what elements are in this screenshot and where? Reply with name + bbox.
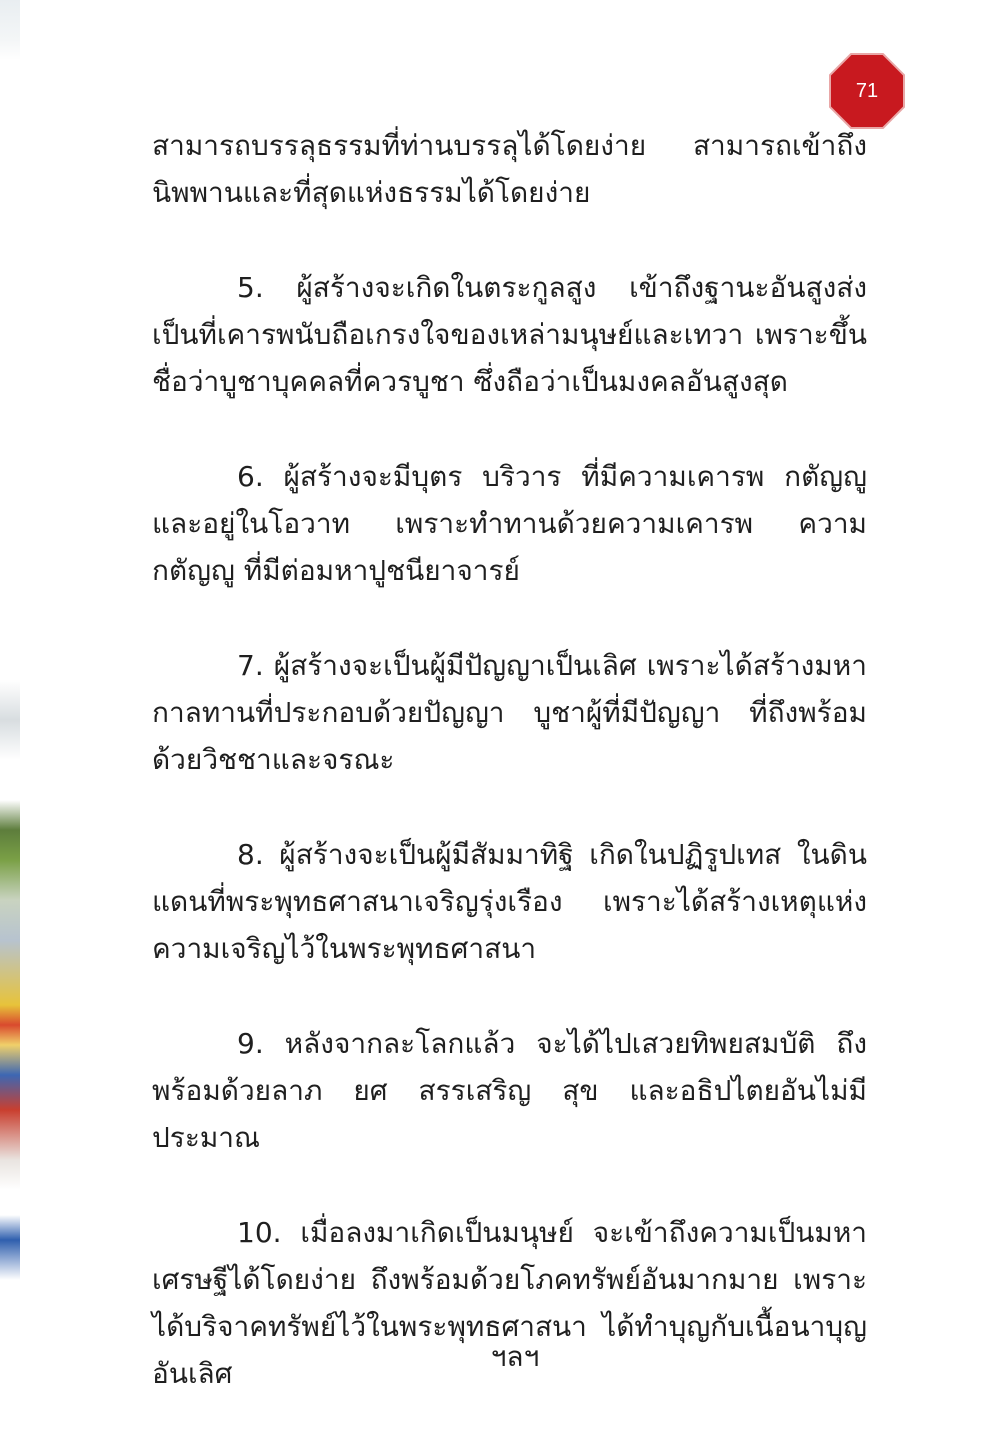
paragraph-item-9: 9. หลังจากละโลกแล้ว จะได้ไปเสวยทิพยสมบัติ ถึงพร้อมด้วยลาภ ยศ สรรเสริญ สุข และอธิปไตยอันไม่มีประมาณ <box>152 1027 867 1154</box>
paragraph-item-5: 5. ผู้สร้างจะเกิดในตระกูลสูง เข้าถึงฐานะอันสูงส่ง เป็นที่เคารพนับถือเกรงใจของเหล่ามนุษย์และเทวา เพราะขึ้นชื่อว่าบูชาบุคคลที่ควรบูชา ซึ่งถือว่าเป็นมงคลอันสูงสุด <box>152 271 867 398</box>
page-number: 71 <box>855 79 879 102</box>
page-number-badge <box>829 53 905 129</box>
paragraph-continuation: สามารถบรรลุธรรมที่ท่านบรรลุได้โดยง่าย สามารถเข้าถึงนิพพานและที่สุดแห่งธรรมได้โดยง่าย <box>152 129 867 209</box>
page-body <box>152 122 867 1445</box>
paragraph-item-6: 6. ผู้สร้างจะมีบุตร บริวาร ที่มีความเคารพ กตัญญู และอยู่ในโอวาท เพราะทำทานด้วยความเคารพ ความกตัญญู ที่มีต่อมหาปูชนียาจารย์ <box>152 460 867 587</box>
paragraph-item-7: 7. ผู้สร้างจะเป็นผู้มีปัญญาเป็นเลิศ เพราะได้สร้างมหากาลทานที่ประกอบด้วยปัญญา บูชาผู้ที่มีปัญญา ที่ถึงพร้อมด้วยวิชชาและจรณะ <box>152 649 867 776</box>
paragraph-item-8: 8. ผู้สร้างจะเป็นผู้มีสัมมาทิฐิ เกิดในปฏิรูปเทส ในดินแดนที่พระพุทธศาสนาเจริญรุ่งเรือง เพราะได้สร้างเหตุแห่งความเจริญไว้ในพระพุทธศาสนา <box>152 838 867 965</box>
paragraph-item-10: 10. เมื่อลงมาเกิดเป็นมนุษย์ จะเข้าถึงความเป็นมหาเศรษฐีได้โดยง่าย ถึงพร้อมด้วยโภคทรัพย์อันมากมาย เพราะได้บริจาคทรัพย์ไว้ในพระพุทธศาสนา ได้ทำบุญกับเนื้อนาบุญอันเลิศ <box>152 1216 867 1390</box>
ending-mark: ฯลฯ <box>490 1340 540 1373</box>
page-edge-photo-strip <box>0 0 20 1431</box>
